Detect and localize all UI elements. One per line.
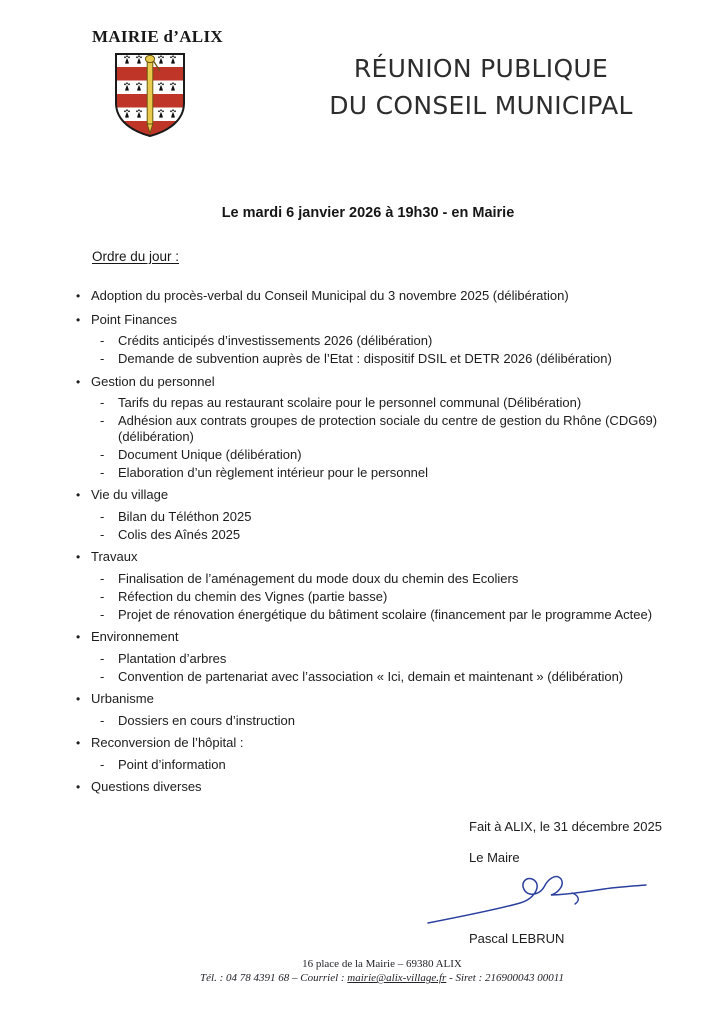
footer-address: 16 place de la Mairie – 69380 ALIX bbox=[302, 958, 462, 970]
agenda-item bbox=[76, 735, 670, 752]
agenda-item-label: Point Finances bbox=[91, 311, 177, 327]
agenda-item-label: Vie du village bbox=[91, 487, 169, 502]
bullet-icon bbox=[76, 288, 91, 305]
bullet-icon bbox=[76, 487, 91, 504]
agenda-item bbox=[76, 288, 670, 305]
dash-icon bbox=[100, 669, 118, 685]
agenda-item bbox=[76, 779, 670, 796]
agenda-subgroup bbox=[76, 713, 670, 729]
agenda-item bbox=[76, 629, 670, 646]
title-line-2: DU CONSEIL MUNICIPAL bbox=[329, 91, 633, 120]
dash-icon bbox=[100, 589, 118, 605]
agenda-item-label: Travaux bbox=[91, 549, 138, 564]
bullet-icon bbox=[76, 312, 91, 329]
meeting-datetime: Le mardi 6 janvier 2026 à 19h30 - en Mairie bbox=[221, 205, 515, 221]
dash-icon bbox=[100, 333, 118, 349]
agenda-item bbox=[76, 487, 670, 504]
agenda-subitem bbox=[76, 651, 670, 667]
agenda-subitem bbox=[76, 465, 670, 481]
agenda-subitem bbox=[76, 589, 670, 605]
agenda-subgroup bbox=[76, 651, 670, 685]
agenda-subitem-label: Document Unique (délibération) bbox=[118, 446, 302, 462]
agenda-subitem-label: Demande de subvention auprès de l’Etat : dispositif DSIL et DETR 2026 (délibération) bbox=[118, 351, 612, 366]
agenda-subitem bbox=[76, 757, 670, 773]
agenda-subitem bbox=[76, 527, 670, 543]
footer-contact bbox=[40, 971, 724, 985]
email-link[interactable]: mairie@alix-village.fr bbox=[347, 972, 447, 984]
agenda-subitem-label: Plantation d’arbres bbox=[118, 650, 227, 666]
agenda-item-label: Adoption du procès-verbal du Conseil Municipal du 3 novembre 2025 (délibération) bbox=[91, 288, 569, 303]
place-date-line: Fait à ALIX, le 31 décembre 2025 bbox=[469, 819, 662, 834]
footer-contact-prefix: Tél. : 04 78 4391 68 – Courriel : bbox=[200, 972, 348, 984]
dash-icon bbox=[100, 351, 118, 367]
agenda-item bbox=[76, 374, 670, 391]
bullet-icon bbox=[76, 374, 91, 391]
agenda-subitem-label: Tarifs du repas au restaurant scolaire pour le personnel communal (Délibération) bbox=[118, 395, 582, 410]
dash-icon bbox=[100, 509, 118, 525]
bullet-icon bbox=[76, 629, 91, 646]
agenda-item bbox=[76, 691, 670, 708]
agenda-heading: Ordre du jour : bbox=[92, 249, 180, 264]
agenda-subgroup bbox=[76, 571, 670, 623]
dash-icon bbox=[100, 607, 118, 623]
title-line-1: RÉUNION PUBLIQUE bbox=[353, 54, 609, 83]
agenda-subitem bbox=[76, 571, 670, 587]
dash-icon bbox=[100, 465, 118, 481]
dash-icon bbox=[100, 571, 118, 587]
signer-name: Pascal LEBRUN bbox=[469, 931, 565, 946]
agenda-subgroup bbox=[76, 333, 670, 367]
agenda-subitem bbox=[76, 607, 670, 623]
agenda-subitem bbox=[76, 669, 670, 685]
agenda-subitem-label: Convention de partenariat avec l’association « Ici, demain et maintenant » (délibération) bbox=[118, 668, 624, 684]
agenda-subitem-label: Colis des Aînés 2025 bbox=[118, 526, 241, 542]
agenda-item-label: Gestion du personnel bbox=[91, 373, 215, 389]
bullet-icon bbox=[76, 691, 91, 708]
agenda-item-label: Environnement bbox=[91, 629, 179, 644]
agenda-subitem bbox=[76, 395, 670, 411]
dash-icon bbox=[100, 395, 118, 411]
agenda-item-label: Urbanisme bbox=[91, 691, 154, 706]
signature-scribble bbox=[424, 866, 652, 930]
agenda-subitem bbox=[76, 413, 670, 444]
agenda-item-label: Reconversion de l’hôpital : bbox=[91, 735, 244, 750]
agenda-subitem-label: Point d’information bbox=[118, 756, 226, 772]
agenda-subgroup bbox=[76, 509, 670, 543]
agenda-item bbox=[76, 312, 670, 329]
bullet-icon bbox=[76, 735, 91, 752]
dash-icon bbox=[100, 713, 118, 729]
bullet-icon bbox=[76, 549, 91, 566]
agenda-subitem bbox=[76, 713, 670, 729]
agenda-subitem-label: Dossiers en cours d’instruction bbox=[118, 712, 296, 728]
agenda-list bbox=[76, 281, 670, 796]
org-name: MAIRIE d’ALIX bbox=[92, 27, 223, 46]
agenda-item-label: Questions diverses bbox=[91, 779, 202, 794]
agenda-subitem-label: Adhésion aux contrats groupes de protection sociale du centre de gestion du Rhône (CDG69) (délibération) bbox=[118, 413, 658, 444]
agenda-item bbox=[76, 549, 670, 566]
agenda-subitem bbox=[76, 509, 670, 525]
dash-icon bbox=[100, 757, 118, 773]
document-title bbox=[316, 50, 646, 124]
agenda-subitem-label: Réfection du chemin des Vignes (partie basse) bbox=[118, 588, 388, 604]
footer-contact-suffix: - Siret : 216900043 00011 bbox=[446, 972, 564, 984]
agenda-subitem-label: Crédits anticipés d’investissements 2026 (délibération) bbox=[118, 333, 433, 348]
agenda-subitem-label: Elaboration d’un règlement intérieur pour le personnel bbox=[118, 464, 429, 480]
page-footer bbox=[0, 957, 724, 985]
agenda-subgroup bbox=[76, 757, 670, 773]
agenda-subitem bbox=[76, 447, 670, 463]
signer-title: Le Maire bbox=[469, 850, 520, 865]
dash-icon bbox=[100, 651, 118, 667]
agenda-subitem bbox=[76, 351, 670, 367]
agenda-subitem bbox=[76, 333, 670, 349]
agenda-subitem-label: Projet de rénovation énergétique du bâtiment scolaire (financement par le programme Actee) bbox=[118, 606, 653, 622]
bullet-icon bbox=[76, 779, 91, 796]
dash-icon bbox=[100, 413, 118, 444]
coat-of-arms-icon bbox=[112, 51, 188, 139]
dash-icon bbox=[100, 527, 118, 543]
dash-icon bbox=[100, 447, 118, 463]
agenda-subgroup bbox=[76, 395, 670, 480]
agenda-subitem-label: Finalisation de l’aménagement du mode doux du chemin des Ecoliers bbox=[118, 570, 519, 586]
agenda-subitem-label: Bilan du Téléthon 2025 bbox=[118, 508, 252, 524]
